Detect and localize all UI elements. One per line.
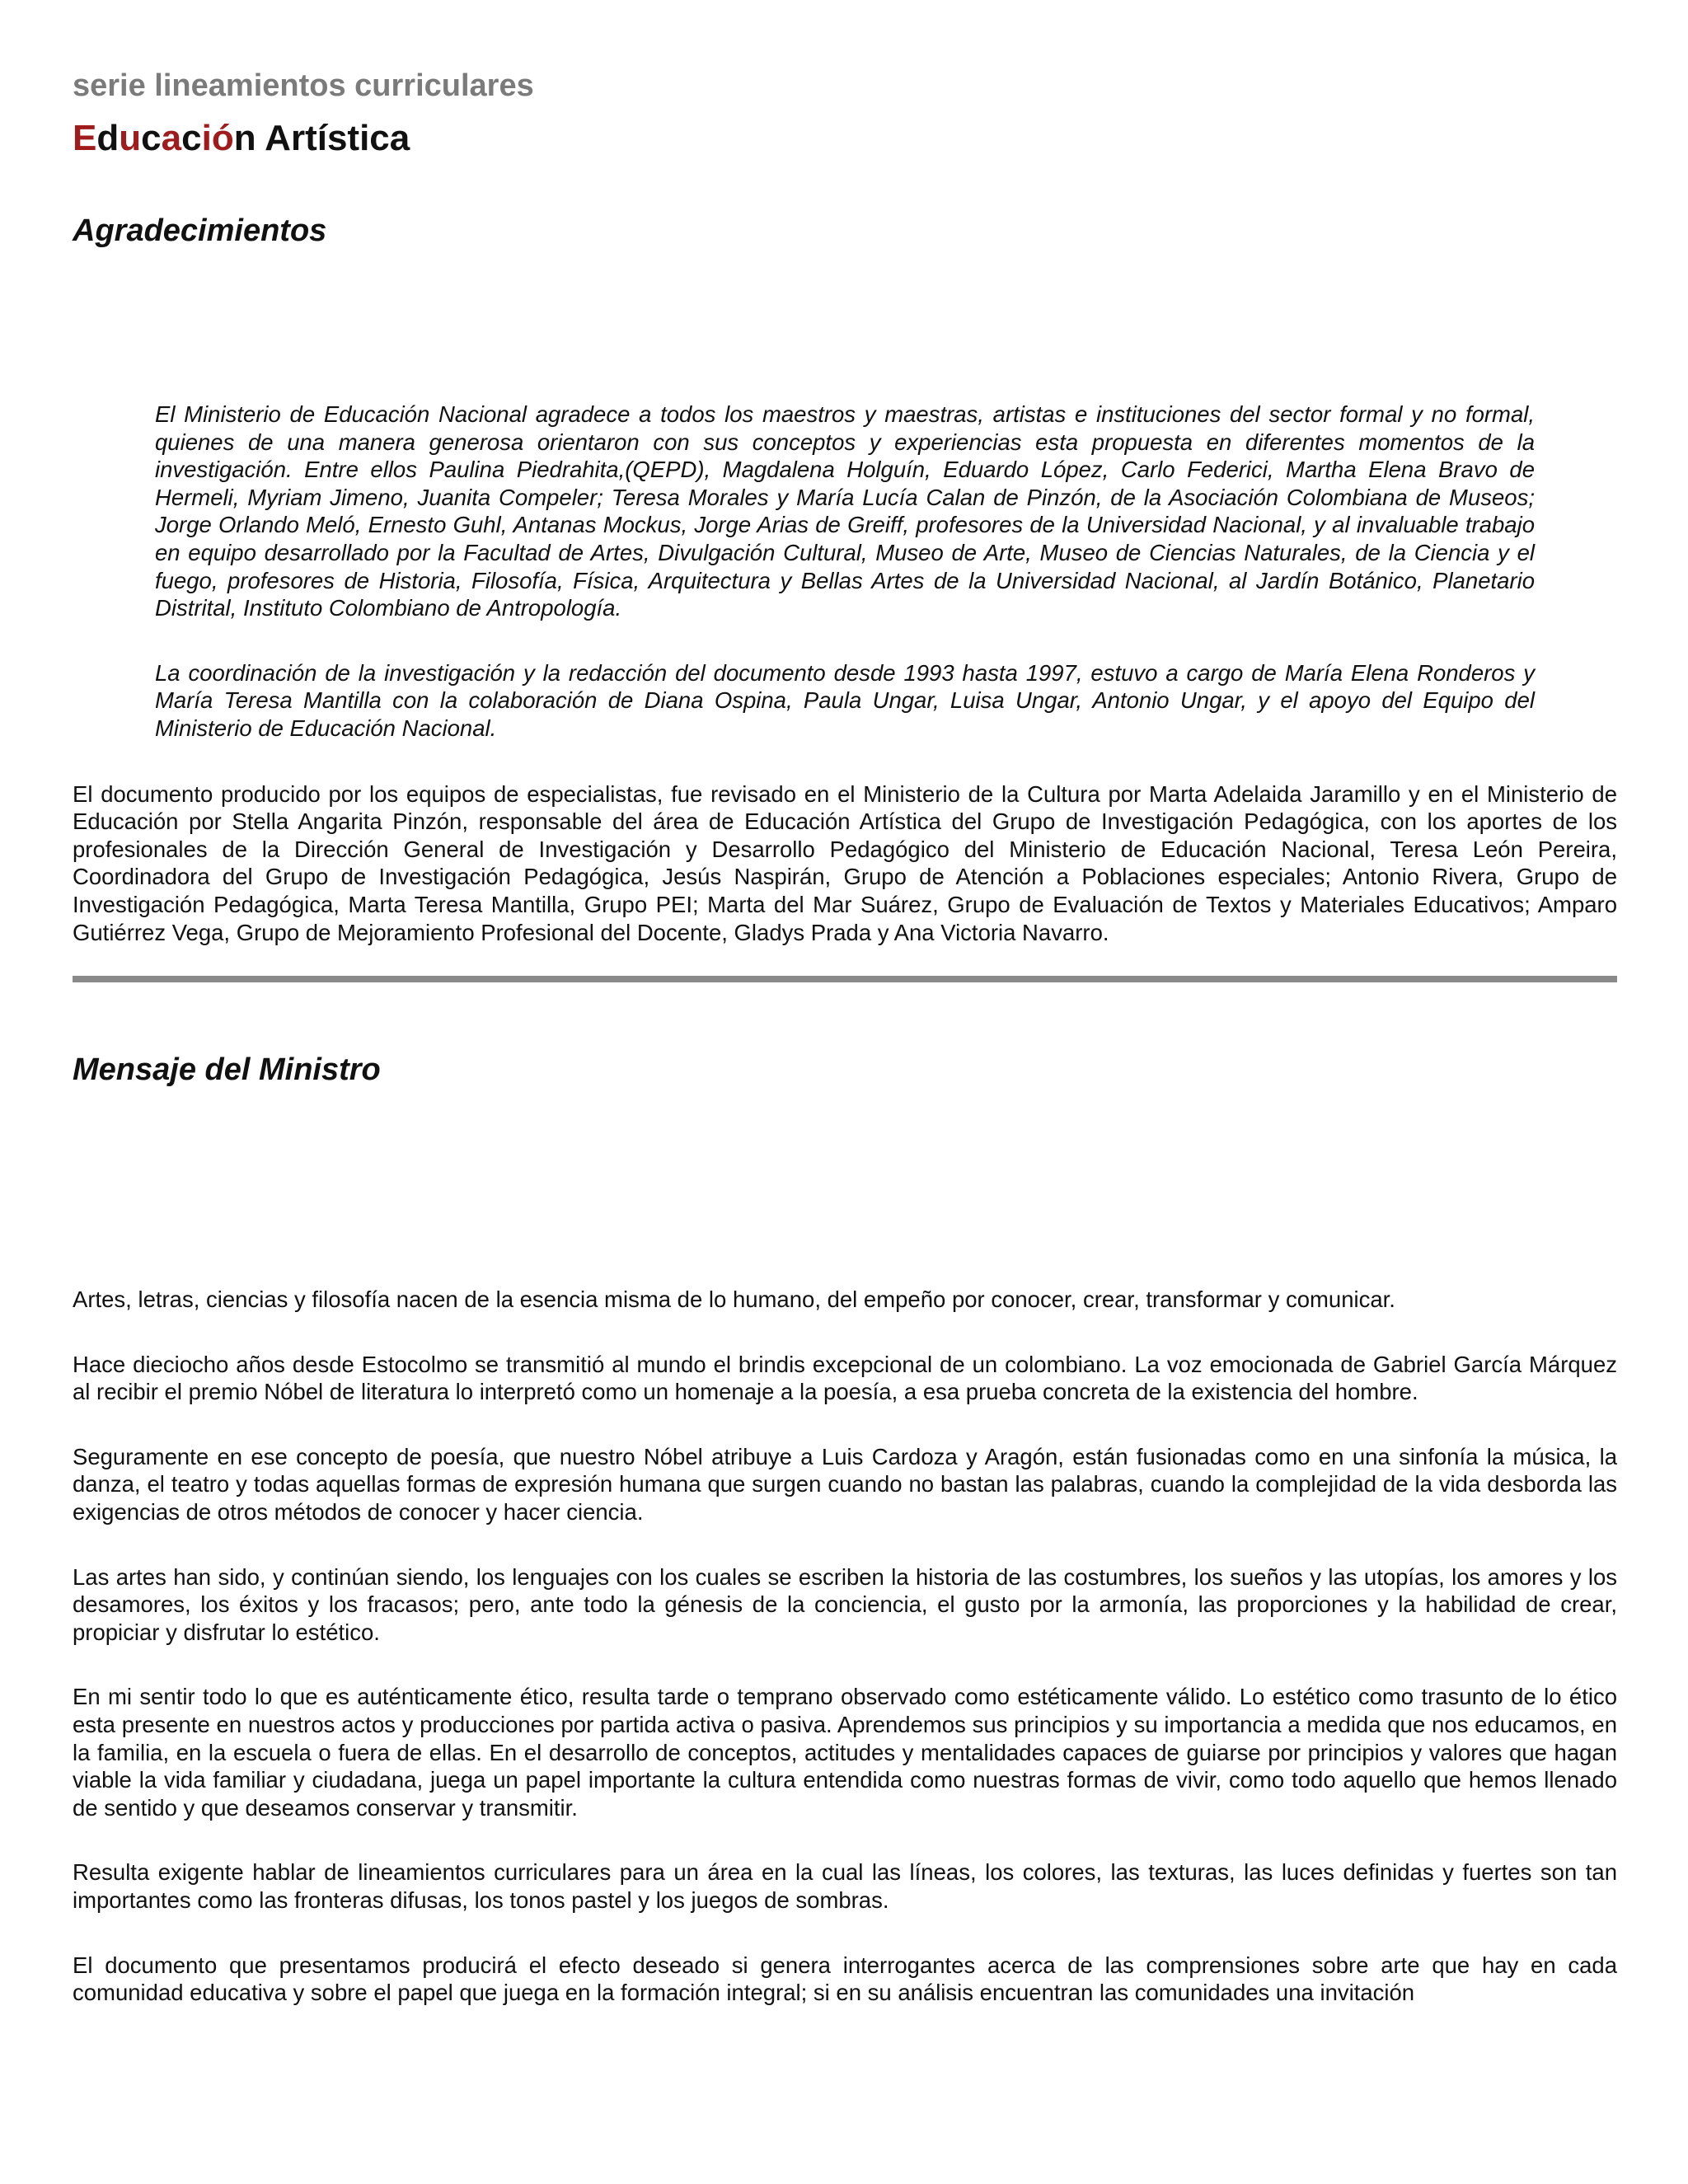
message-paragraph: Seguramente en ese concepto de poesía, que nuestro Nóbel atribuye a Luis Cardoza y Aragón, están fusionadas como en una sinfonía la música, la danza, el teatro y todas aquellas formas de expresión humana que surgen cuando no bastan las palabras, cuando la complejidad de la vida desborda las exigencias de otros métodos de conocer y hacer ciencia.: [73, 1443, 1617, 1526]
title-part: a: [161, 118, 182, 158]
mensaje-heading: Mensaje del Ministro: [73, 1052, 381, 1088]
quote-paragraph: El Ministerio de Educación Nacional agradece a todos los maestros y maestras, artistas e instituciones del sector formal y no formal, quienes de una manera generosa orientaron con sus conceptos y experiencias esta propuesta en diferentes momentos de la investigación. Entre ellos Paulina Piedrahita,(QEPD), Magdalena Holguín, Eduardo López, Carlo Federici, Martha Elena Bravo de Hermeli, Myriam Jimeno, Juanita Compeler; Teresa Morales y María Lucía Calan de Pinzón, de la Asociación Colombiana de Museos; Jorge Orlando Meló, Ernesto Guhl, Antanas Mockus, Jorge Arias de Greiff, profesores de la Universidad Nacional, y al invaluable trabajo en equipo desarrollado por la Facultad de Artes, Divulgación Cultural, Museo de Arte, Museo de Ciencias Naturales, de la Ciencia y el fuego, profesores de Historia, Filosofía, Física, Arquitectura y Bellas Artes de la Universidad Nacional, al Jardín Botánico, Planetario Distrital, Instituto Colombiano de Antropología.: [155, 401, 1535, 621]
title-part: n Artística: [233, 118, 410, 158]
title-part: ió: [201, 118, 234, 158]
agradecimientos-heading: Agradecimientos: [73, 213, 327, 248]
title-part: d: [96, 118, 120, 158]
acknowledgements-quote: [155, 401, 1535, 743]
document-title: [73, 114, 1617, 163]
title-part: E: [73, 118, 97, 158]
message-paragraph: Hace dieciocho años desde Estocolmo se transmitió al mundo el brindis excepcional de un colombiano. La voz emocionada de Gabriel García Márquez al recibir el premio Nóbel de literatura lo interpretó como un homenaje a la poesía, a esa prueba concreta de la existencia del hombre.: [73, 1351, 1617, 1405]
review-paragraph: El documento producido por los equipos de especialistas, fue revisado en el Ministerio de la Cultura por Marta Adelaida Jaramillo y en el Ministerio de Educación por Stella Angarita Pinzón, responsable del área de Educación Artística del Grupo de Investigación Pedagógica, con los aportes de los profesionales de la Dirección General de Investigación y Desarrollo Pedagógico del Ministerio de Educación Nacional, Teresa León Pereira, Coordinadora del Grupo de Investigación Pedagógica, Jesús Naspirán, Grupo de Atención a Poblaciones especiales; Antonio Rivera, Grupo de Investigación Pedagógica, Marta Teresa Mantilla, Grupo PEI; Marta del Mar Suárez, Grupo de Evaluación de Textos y Materiales Educativos; Amparo Gutiérrez Vega, Grupo de Mejoramiento Profesional del Docente, Gladys Prada y Ana Victoria Navarro.: [73, 780, 1617, 945]
message-paragraph: Las artes han sido, y continúan siendo, los lenguajes con los cuales se escriben la historia de las costumbres, los sueños y las utopías, los amores y los desamores, los éxitos y los fracasos; pero, ante todo la génesis de la conciencia, el gusto por la armonía, las proporciones y la habilidad de crear, propiciar y disfrutar lo estético.: [73, 1563, 1617, 1645]
quote-paragraph: La coordinación de la investigación y la redacción del documento desde 1993 hasta 1997, estuvo a cargo de María Elena Ronderos y María Teresa Mantilla con la colaboración de Diana Ospina, Paula Ungar, Luisa Ungar, Antonio Ungar, y el apoyo del Equipo del Ministerio de Educación Nacional.: [155, 659, 1535, 741]
section-divider: [73, 976, 1617, 982]
message-paragraph: En mi sentir todo lo que es auténticamente ético, resulta tarde o temprano observado como estéticamente válido. Lo estético como trasunto de lo ético esta presente en nuestros actos y producciones por partida activa o pasiva. Aprendemos sus principios y su importancia a medida que nos educamos, en la familia, en la escuela o fuera de ellas. En el desarrollo de conceptos, actitudes y mentalidades capaces de guiarse por principios y valores que hagan viable la vida familiar y ciudadana, juega un papel importante la cultura entendida como nuestras formas de vivir, como todo aquello que hemos llenado de sentido y que deseamos conservar y transmitir.: [73, 1684, 1617, 1821]
document-page: [73, 64, 1617, 2044]
message-paragraph: Resulta exigente hablar de lineamientos curriculares para un área en la cual las líneas, los colores, las texturas, las luces definidas y fuertes son tan importantes como las fronteras difusas, los tonos pastel y los juegos de sombras.: [73, 1859, 1617, 1913]
title-part: c: [181, 118, 202, 158]
title-part: u: [119, 118, 142, 158]
minister-message: [73, 1286, 1617, 2007]
message-paragraph: El documento que presentamos producirá el efecto deseado si genera interrogantes acerca de las comprensiones sobre arte que hay en cada comunidad educativa y sobre el papel que juega en la formación integral; si en su análisis encuentran las comunidades una invitación: [73, 1952, 1617, 2006]
title-part: c: [141, 118, 162, 158]
message-paragraph: Artes, letras, ciencias y filosofía nacen de la esencia misma de lo humano, del empeño por conocer, crear, transformar y comunicar.: [73, 1286, 1395, 1313]
series-label: serie lineamientos curriculares: [73, 68, 534, 103]
